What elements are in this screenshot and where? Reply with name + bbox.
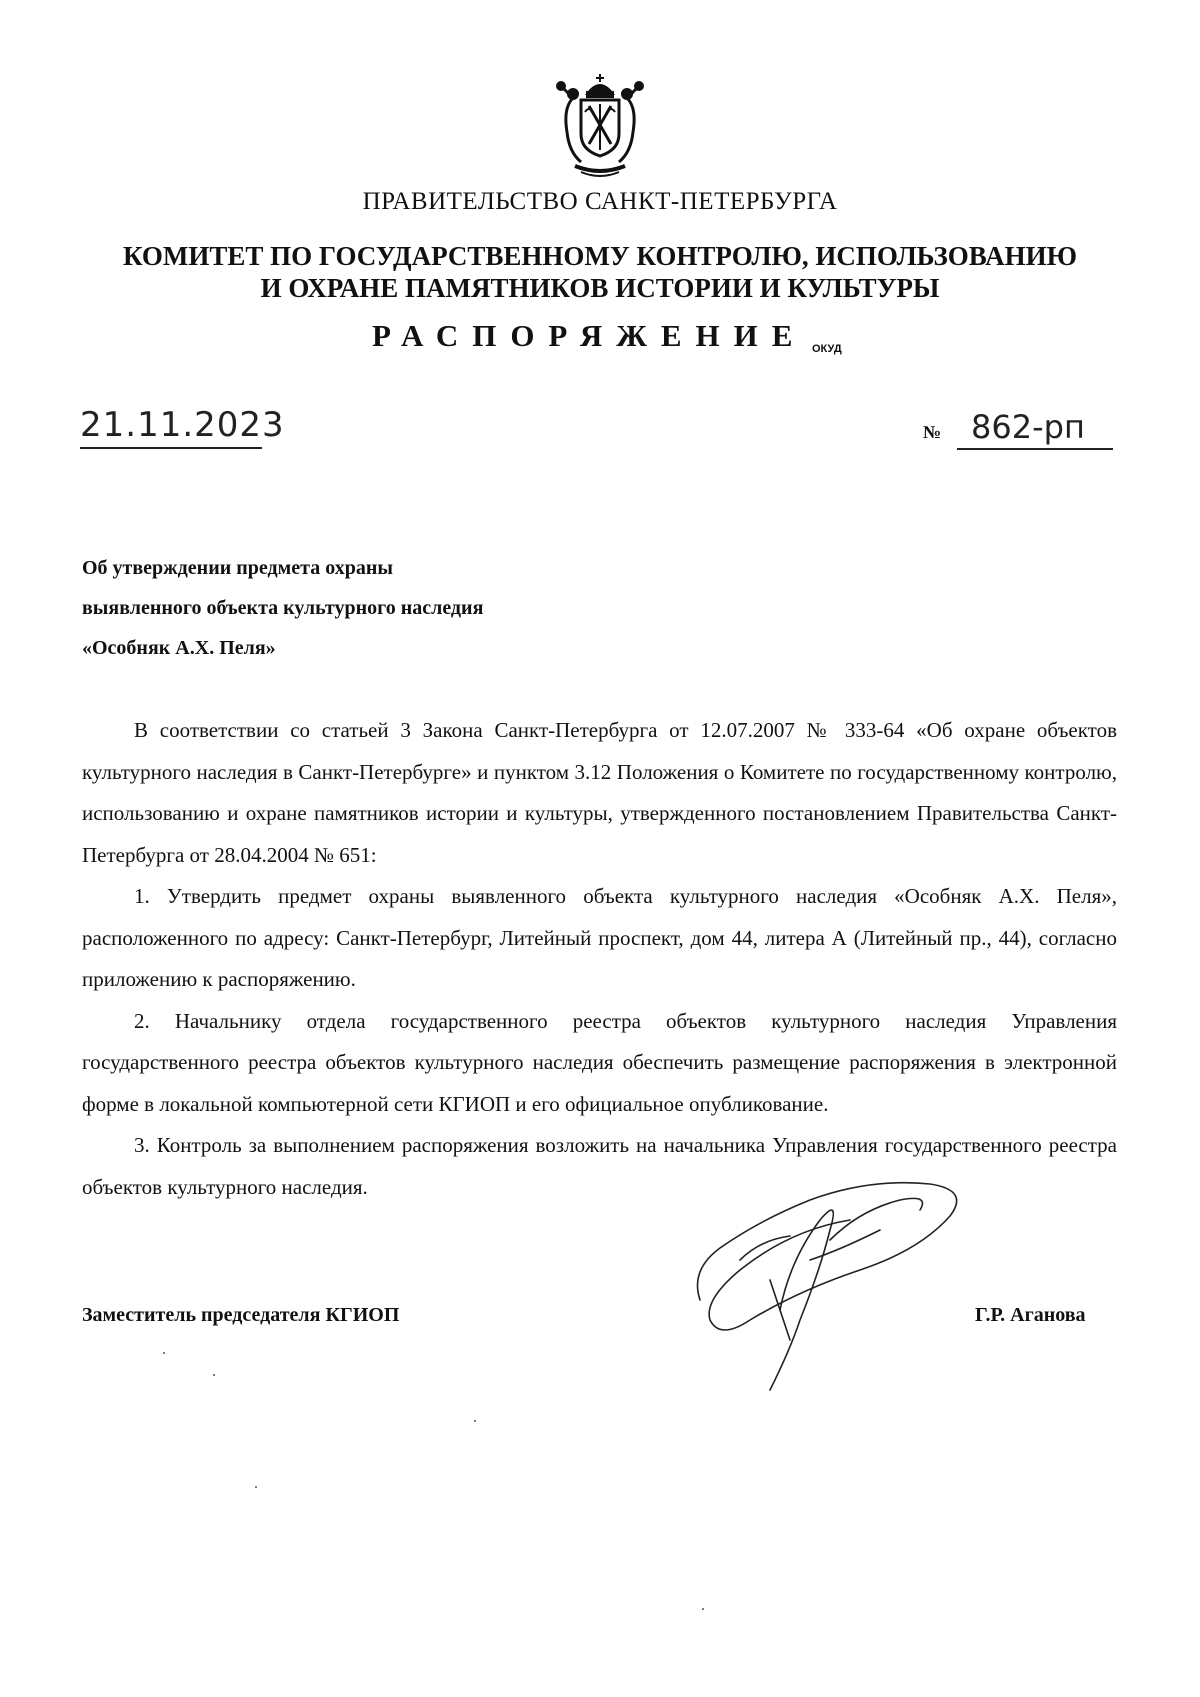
scan-speck (213, 1374, 215, 1376)
scan-speck (163, 1352, 165, 1354)
scan-speck (255, 1486, 257, 1488)
number-sign: № (923, 422, 942, 442)
committee-line-1: КОМИТЕТ ПО ГОСУДАРСТВЕННОМУ КОНТРОЛЮ, ИСПОЛЬЗОВАНИЮ (123, 241, 1077, 271)
subject-line-1: Об утверждении предмета охраны (82, 557, 393, 579)
scan-speck (702, 1608, 704, 1610)
item-2-paragraph: 2. Начальнику отдела государственного реестра объектов культурного наследия Управления государственного реестра объектов культурного наследия обеспечить размещение распоряжения в электронной форме в локальной компьютерной сети КГИОП и его официальное опубликование. (82, 1008, 1117, 1116)
handwritten-signature-icon (680, 1160, 980, 1400)
committee-name (0, 240, 1200, 304)
coat-of-arms-icon (551, 72, 649, 180)
number-value: 862-рп (957, 408, 1113, 450)
item-3-paragraph: 3. Контроль за выполнением распоряжения возложить на начальника Управления государственного реестра объектов культурного наследия. (82, 1133, 1117, 1199)
preamble-paragraph: В соответствии со статьей 3 Закона Санкт-Петербурга от 12.07.2007 № 333-64 «Об охране объектов культурного наследия в Санкт-Петербурге» и пунктом 3.12 Положения о Комитете по государственному контролю, использованию и охране памятников истории и культуры, утвержденного постановлением Правительства Санкт-Петербурга от 28.04.2004 № 651: (82, 718, 1117, 867)
okud-label: ОКУД (812, 343, 842, 355)
subject-line-3: «Особняк А.Х. Пеля» (82, 637, 276, 659)
item-1-paragraph: 1. Утвердить предмет охраны выявленного объекта культурного наследия «Особняк А.Х. Пеля», расположенного по адресу: Санкт-Петербург, Литейный проспект, дом 44, литера А (Литейный пр., 44), согласно приложению к распоряжению. (82, 884, 1117, 991)
signatory-name: Г.Р. Аганова (975, 1304, 1086, 1326)
committee-line-2: И ОХРАНЕ ПАМЯТНИКОВ ИСТОРИИ И КУЛЬТУРЫ (260, 273, 940, 303)
document-type: РАСПОРЯЖЕНИЕ (372, 318, 807, 353)
scan-speck (474, 1420, 476, 1422)
document-body (82, 710, 1117, 1208)
document-number (923, 408, 1113, 450)
subject-heading (82, 548, 483, 668)
signatory-position: Заместитель председателя КГИОП (82, 1304, 400, 1326)
government-name: ПРАВИТЕЛЬСТВО САНКТ-ПЕТЕРБУРГА (362, 188, 838, 215)
subject-line-2: выявленного объекта культурного наследия (82, 597, 484, 619)
document-date: 21.11.2023 (80, 405, 262, 449)
